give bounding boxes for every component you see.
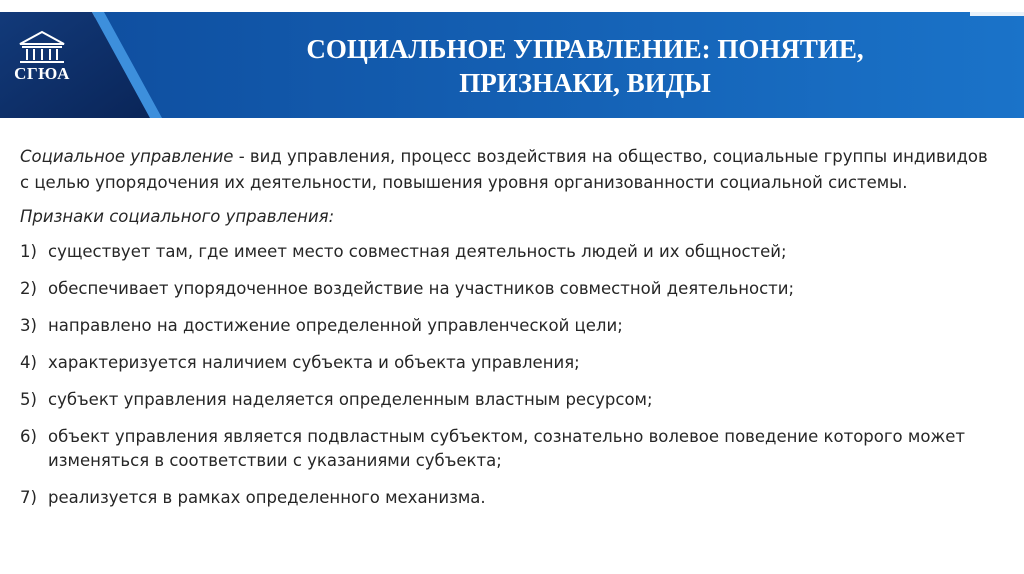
list-item bbox=[20, 388, 1000, 412]
list-item-number: 2) bbox=[20, 279, 37, 298]
list-item-number: 6) bbox=[20, 427, 37, 446]
list-item bbox=[20, 351, 1000, 375]
list-item bbox=[20, 277, 1000, 301]
title-line-1: СОЦИАЛЬНОЕ УПРАВЛЕНИЕ: ПОНЯТИЕ, bbox=[306, 34, 864, 64]
definition-text: - вид управления, процесс воздействия на общество, социальные группы индивидов с целью упорядочения их деятельности, повышения уровня организованности социальной системы. bbox=[20, 147, 988, 192]
list-item-number: 5) bbox=[20, 390, 37, 409]
list-item bbox=[20, 425, 1000, 473]
building-icon bbox=[12, 30, 72, 64]
definition-paragraph bbox=[20, 144, 1000, 196]
list-item-text: существует там, где имеет место совместная деятельность людей и их общностей; bbox=[48, 242, 787, 261]
list-item-text: реализуется в рамках определенного механизма. bbox=[48, 488, 486, 507]
list-item-text: характеризуется наличием субъекта и объекта управления; bbox=[48, 353, 580, 372]
list-item bbox=[20, 314, 1000, 338]
definition-term: Социальное управление bbox=[20, 147, 234, 166]
header-banner bbox=[0, 12, 1024, 118]
list-item-text: направлено на достижение определенной управленческой цели; bbox=[48, 316, 623, 335]
logo bbox=[12, 30, 72, 92]
list-item-text: субъект управления наделяется определенным властным ресурсом; bbox=[48, 390, 653, 409]
list-item-number: 7) bbox=[20, 488, 37, 507]
list-item-number: 3) bbox=[20, 316, 37, 335]
list-item-number: 1) bbox=[20, 242, 37, 261]
title-line-2: ПРИЗНАКИ, ВИДЫ bbox=[459, 68, 711, 98]
list-item-text: объект управления является подвластным субъектом, сознательно волевое поведение которого может изменяться в соответствии с указаниями субъекта; bbox=[48, 427, 966, 470]
page-title bbox=[190, 32, 980, 100]
signs-heading: Признаки социального управления: bbox=[20, 207, 335, 226]
list-item bbox=[20, 486, 1000, 510]
list-item bbox=[20, 240, 1000, 264]
logo-text: СГЮА bbox=[14, 64, 70, 83]
signs-list bbox=[20, 240, 1000, 510]
slide-content bbox=[20, 144, 1000, 523]
list-item-text: обеспечивает упорядоченное воздействие на участников совместной деятельности; bbox=[48, 279, 795, 298]
list-item-number: 4) bbox=[20, 353, 37, 372]
